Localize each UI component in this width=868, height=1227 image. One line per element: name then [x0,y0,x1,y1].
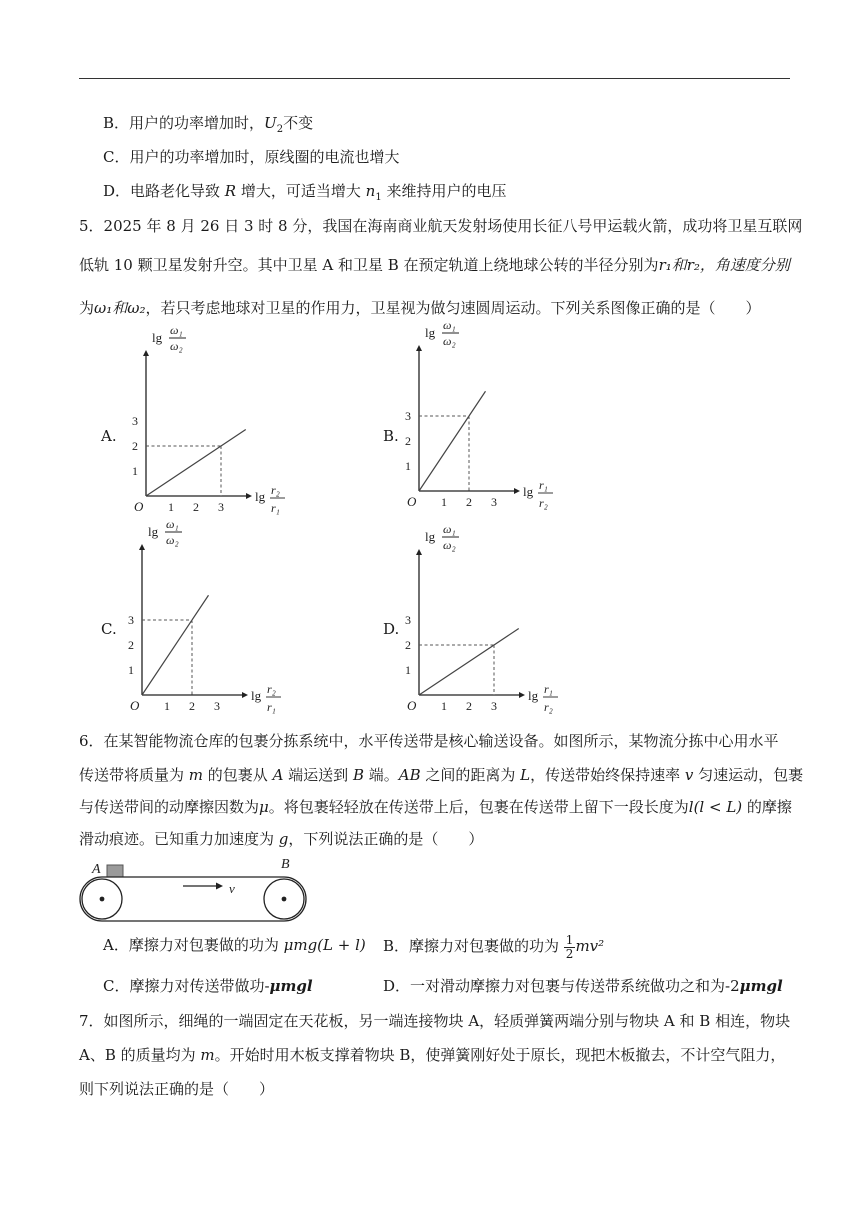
q6-symbol-m: m [188,766,204,784]
x-tick-label: 1 [168,500,174,514]
q4-option-c[interactable]: C．用户的功率增加时，原线圈的电流也增大 [103,148,400,166]
q6-option-c[interactable] [103,976,313,996]
q6-symbol-l: L [520,766,531,784]
y-axis-arrow [416,345,422,351]
q4-option-d-tail: 来维持用户的电压 [381,182,507,200]
q6-option-b-text: B．摩擦力对包裹做的功为 [383,937,564,955]
q5-option-c-label[interactable]: C. [101,620,117,638]
y-axis-label-den: ω₂ [170,339,183,353]
q4-option-d[interactable] [103,181,506,208]
q6-option-d-text: D．一对滑动摩擦力对包裹与传送带系统做功之和为-2 [383,977,740,995]
y-axis-label-lg: lg [425,325,436,340]
header-rule [79,78,790,79]
q6-l2-t4: 端运送到 [283,766,353,784]
q5-stem-line1: 5．2025 年 8 月 26 日 3 时 8 分，我国在海南商业航天发射场使用长征八号甲运载火箭，成功将卫星互联网 [79,217,803,235]
q6-option-a-formula: μmg(L + l) [283,936,366,954]
point-b-label: B [281,857,290,872]
origin-label: O [130,698,140,713]
x-axis-arrow [514,488,520,494]
q6-l3-t0: 与传送带间的动摩擦因数为 [79,798,260,816]
q5-stem-line3-prefix: 为 [79,299,95,317]
data-series-line [142,595,209,695]
right-roller-axle [282,897,287,902]
q6-l2-t8: 之间的距离为 [420,766,521,784]
y-tick-label: 1 [405,459,411,473]
y-tick-label: 3 [132,414,138,428]
q4-option-b[interactable] [103,113,313,140]
q4-option-b-tail: 不变 [283,114,314,132]
y-tick-label: 1 [132,464,138,478]
q6-l3-t4: 的摩擦 [742,798,792,816]
q6-stem-line4 [79,829,483,849]
x-axis-label-den: r₂ [544,700,553,714]
q6-option-d-formula: μmgl [739,977,783,995]
q4-symbol-n: n [365,182,376,200]
x-tick-label: 2 [189,699,195,713]
y-axis-label-lg: lg [425,529,436,544]
q4-option-b-text: B．用户的功率增加时， [103,114,265,132]
graph-c [125,517,280,725]
q6-option-b[interactable] [383,932,604,961]
q7-stem-line3: 则下列说法正确的是（ ） [79,1080,275,1098]
x-tick-label: 1 [164,699,170,713]
q7-stem-line2 [79,1045,785,1065]
y-tick-label: 1 [128,663,134,677]
q6-stem-line2 [79,765,803,785]
q6-l4-t0: 滑动痕迹。已知重力加速度为 [79,830,279,848]
fraction-denominator: 2 [565,946,574,961]
package-box [107,865,123,877]
q6-symbol-b: B [352,766,364,784]
y-tick-label: 2 [128,638,134,652]
y-axis-arrow [416,549,422,555]
x-axis-label-num: r₂ [271,483,280,497]
y-axis-label-num: ω₁ [166,517,179,531]
conveyor-figure [80,854,310,926]
q4-symbol-r: R [224,182,237,200]
fraction-half [564,934,576,961]
q4-symbol-u: U [264,114,277,132]
origin-label: O [134,499,144,514]
x-tick-label: 3 [491,699,497,713]
q7-l2-t2: 。开始时用木板支撑着物块 B，使弹簧刚好处于原长，现把木板撤去，不计空气阻力， [214,1046,786,1064]
q6-option-c-formula: μmgl [269,977,313,995]
x-tick-label: 1 [441,495,447,509]
x-tick-label: 2 [466,495,472,509]
q5-option-a-label[interactable]: A. [101,427,117,445]
q6-option-c-text: C．摩擦力对传送带做功- [103,977,270,995]
x-axis-label-num: r₁ [544,682,553,696]
y-axis-arrow [143,350,149,356]
y-axis-label-den: ω₂ [443,538,456,552]
y-axis-label-den: ω₂ [166,533,179,547]
x-axis-label-den: r₁ [271,501,280,515]
x-axis-label-lg: lg [523,484,534,499]
x-axis-arrow [246,493,252,499]
origin-label: O [407,698,417,713]
x-tick-label: 3 [218,500,224,514]
graph-a [130,323,280,528]
y-tick-label: 2 [405,434,411,448]
q5-stem-line3 [79,298,761,318]
velocity-label: v [229,881,235,896]
q6-symbol-ab: AB [398,766,421,784]
fraction-numerator: 1 [565,932,574,947]
data-series-line [419,391,486,491]
q4-subscript: 2 [276,124,284,135]
q6-l2-t2: 的包裹从 [203,766,273,784]
x-axis-label-den: r₁ [267,700,276,714]
x-tick-label: 2 [193,500,199,514]
q5-option-b-label[interactable]: B. [383,427,399,445]
q6-l2-t6: 端。 [363,766,399,784]
y-axis-arrow [139,544,145,550]
q5-stem-line3-text: ，若只考虑地球对卫星的作用力，卫星视为做匀速圆周运动。下列关系图像正确的是（ ） [145,299,761,317]
velocity-arrow-head [216,883,223,890]
x-axis-label-lg: lg [251,688,262,703]
y-axis-label-lg: lg [152,330,163,345]
q6-symbol-a: A [272,766,284,784]
y-tick-label: 2 [405,638,411,652]
x-axis-label-lg: lg [528,688,539,703]
q6-option-d[interactable] [383,976,783,996]
y-tick-label: 3 [405,613,411,627]
q5-omegas: ω₁和ω₂ [94,299,146,317]
q6-l2-t0: 传送带将质量为 [79,766,189,784]
q6-l4-t2: ，下列说法正确的是（ ） [288,830,484,848]
x-tick-label: 3 [214,699,220,713]
q7-stem-line1: 7．如图所示，细绳的一端固定在天花板，另一端连接物块 A，轻质弹簧两端分别与物块 A 和 B 相连，物块 [79,1012,791,1030]
point-a-label: A [92,862,101,877]
q4-option-d-mid: 增大，可适当增大 [236,182,366,200]
x-axis-label-num: r₂ [267,682,276,696]
x-axis-arrow [242,692,248,698]
q7-symbol-m: m [200,1046,215,1064]
y-axis-label-lg: lg [148,524,159,539]
y-axis-label-num: ω₁ [443,522,456,536]
graph-b [405,318,555,528]
data-series-line [419,629,519,696]
left-roller-axle [100,897,105,902]
q6-symbol-l-cond: l(l < L) [688,798,743,816]
y-tick-label: 3 [128,613,134,627]
q5-stem-line2-text: 低轨 10 颗卫星发射升空。其中卫星 A 和卫星 B 在预定轨道上绕地球公转的半径分别为 [79,256,659,274]
x-tick-label: 1 [441,699,447,713]
data-series-line [146,430,246,497]
x-axis-label-lg: lg [255,489,266,504]
q5-radii: r₁和r₂，角速度分别 [658,256,790,274]
q6-symbol-mu: μ [259,798,269,816]
x-axis-label-num: r₁ [539,478,548,492]
origin-label: O [407,494,417,509]
q6-stem-line1: 6．在某智能物流仓库的包裹分拣系统中，水平传送带是核心输送设备。如图所示，某物流分拣中心用水平 [79,732,779,750]
q5-stem-line2 [79,255,790,275]
q7-l2-t0: A、B 的质量均为 [79,1046,201,1064]
y-axis-label-num: ω₁ [443,318,456,332]
q6-l3-t2: 。将包裹轻轻放在传送带上后，包裹在传送带上留下一段长度为 [268,798,689,816]
y-axis-label-num: ω₁ [170,323,183,337]
q6-stem-line3 [79,797,792,817]
y-axis-label-den: ω₂ [443,334,456,348]
y-tick-label: 2 [132,439,138,453]
y-tick-label: 1 [405,663,411,677]
x-axis-label-den: r₂ [539,496,548,510]
q5-option-d-label[interactable]: D. [383,620,400,638]
q6-option-a[interactable] [103,935,366,955]
x-tick-label: 2 [466,699,472,713]
y-tick-label: 3 [405,409,411,423]
q4-subscript-1: 1 [375,192,382,203]
q6-option-a-text: A．摩擦力对包裹做的功为 [103,936,284,954]
q6-symbol-g: g [278,830,289,848]
q6-symbol-v: v [684,766,694,784]
graph-d [405,522,555,725]
x-axis-arrow [519,692,525,698]
q4-option-d-text: D．电路老化导致 [103,182,225,200]
q6-l2-t12: 匀速运动，包裹 [693,766,804,784]
q6-l2-t10: ，传送带始终保持速率 [530,766,685,784]
x-tick-label: 3 [491,495,497,509]
q6-option-b-formula: mv² [575,937,605,955]
